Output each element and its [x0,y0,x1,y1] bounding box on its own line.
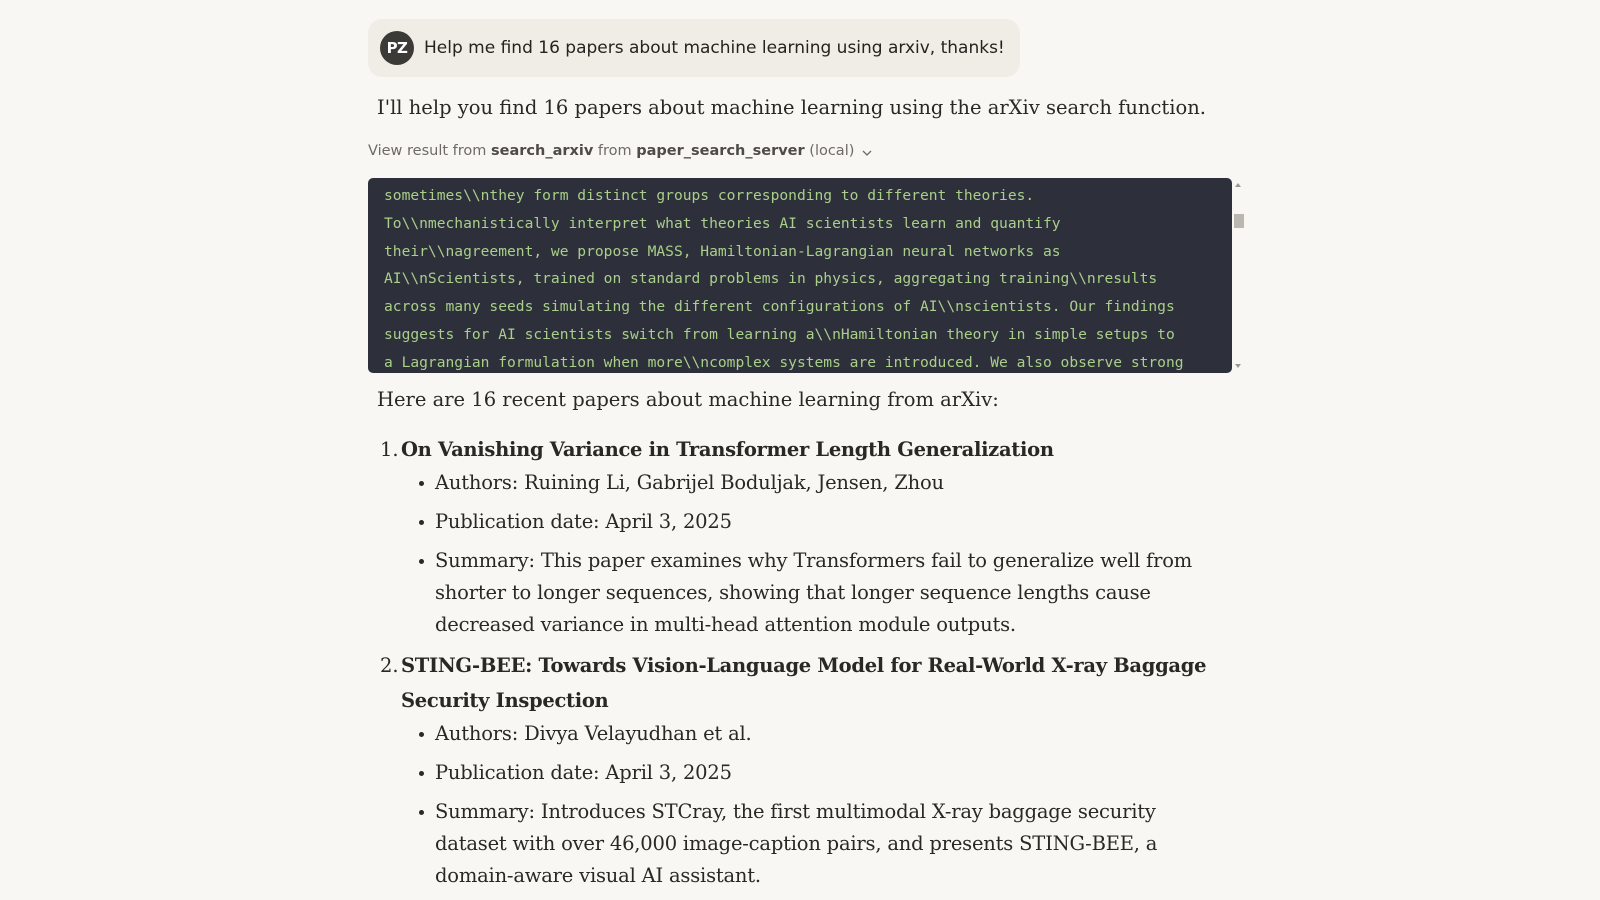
paper-title: STING-BEE: Towards Vision-Language Model for Real-World X-ray Baggage Security Inspection [401,654,1207,712]
paper-list [380,432,1210,899]
tool-result-middle: from [597,143,632,159]
paper-summary: Summary: This paper examines why Transformers fail to generalize well from shorter to longer sequences, showing that longer sequence lengths cause decreased variance in multi-head attention module outputs. [435,545,1210,641]
tool-result-line: their\\nagreement, we propose MASS, Hamiltonian-Lagrangian neural networks as [384,242,1061,260]
user-message [368,19,1020,77]
paper-date: Publication date: April 3, 2025 [435,506,1210,538]
paper-authors: Authors: Divya Velayudhan et al. [435,718,1210,750]
paper-item [380,648,1210,892]
scroll-up-arrow-icon[interactable] [1235,183,1241,187]
paper-authors: Authors: Ruining Li, Gabrijel Boduljak, Jensen, Zhou [435,467,1210,499]
paper-details [401,718,1210,892]
paper-number: 1. [380,438,399,461]
tool-result-toggle[interactable] [368,143,872,159]
tool-result-prefix: View result from [368,143,487,159]
tool-result-line: sometimes\\nthey form distinct groups corresponding to different theories. [384,187,1035,204]
tool-result-line: AI\\nScientists, trained on standard problems in physics, aggregating training\\nresults [384,270,1158,288]
summary-heading: Here are 16 recent papers about machine learning from arXiv: [377,388,999,411]
server-location: (local) [809,143,855,159]
server-name: paper_search_server [636,143,805,159]
user-message-text: Help me find 16 papers about machine learning using arxiv, thanks! [424,38,1005,58]
tool-name: search_arxiv [491,143,594,159]
tool-result-line: a Lagrangian formulation when more\\ncomplex systems are introduced. We also observe strong [384,353,1184,371]
tool-result-line: across many seeds simulating the different configurations of AI\\nscientists. Our findings [384,298,1175,316]
tool-result-line: suggests for AI scientists switch from learning a\\nHamiltonian theory in simple setups to [384,325,1175,343]
paper-number: 2. [380,654,399,677]
paper-summary: Summary: Introduces STCray, the first multimodal X-ray baggage security dataset with over 46,000 image-caption pairs, and presents STING-BEE, a domain-aware visual AI assistant. [435,796,1210,892]
assistant-intro: I'll help you find 16 papers about machine learning using the arXiv search function. [377,96,1206,119]
scroll-down-arrow-icon[interactable] [1235,364,1241,368]
tool-result-scrollbar[interactable] [1232,178,1246,373]
paper-item [380,432,1210,641]
paper-title: On Vanishing Variance in Transformer Length Generalization [401,438,1054,461]
paper-details [401,467,1210,641]
user-avatar: PZ [380,31,414,65]
scrollbar-thumb[interactable] [1234,214,1244,228]
tool-result-line: To\\nmechanistically interpret what theories AI scientists learn and quantify [384,214,1061,232]
tool-result-output[interactable] [368,178,1232,373]
paper-date: Publication date: April 3, 2025 [435,757,1210,789]
chevron-down-icon[interactable] [862,146,872,156]
